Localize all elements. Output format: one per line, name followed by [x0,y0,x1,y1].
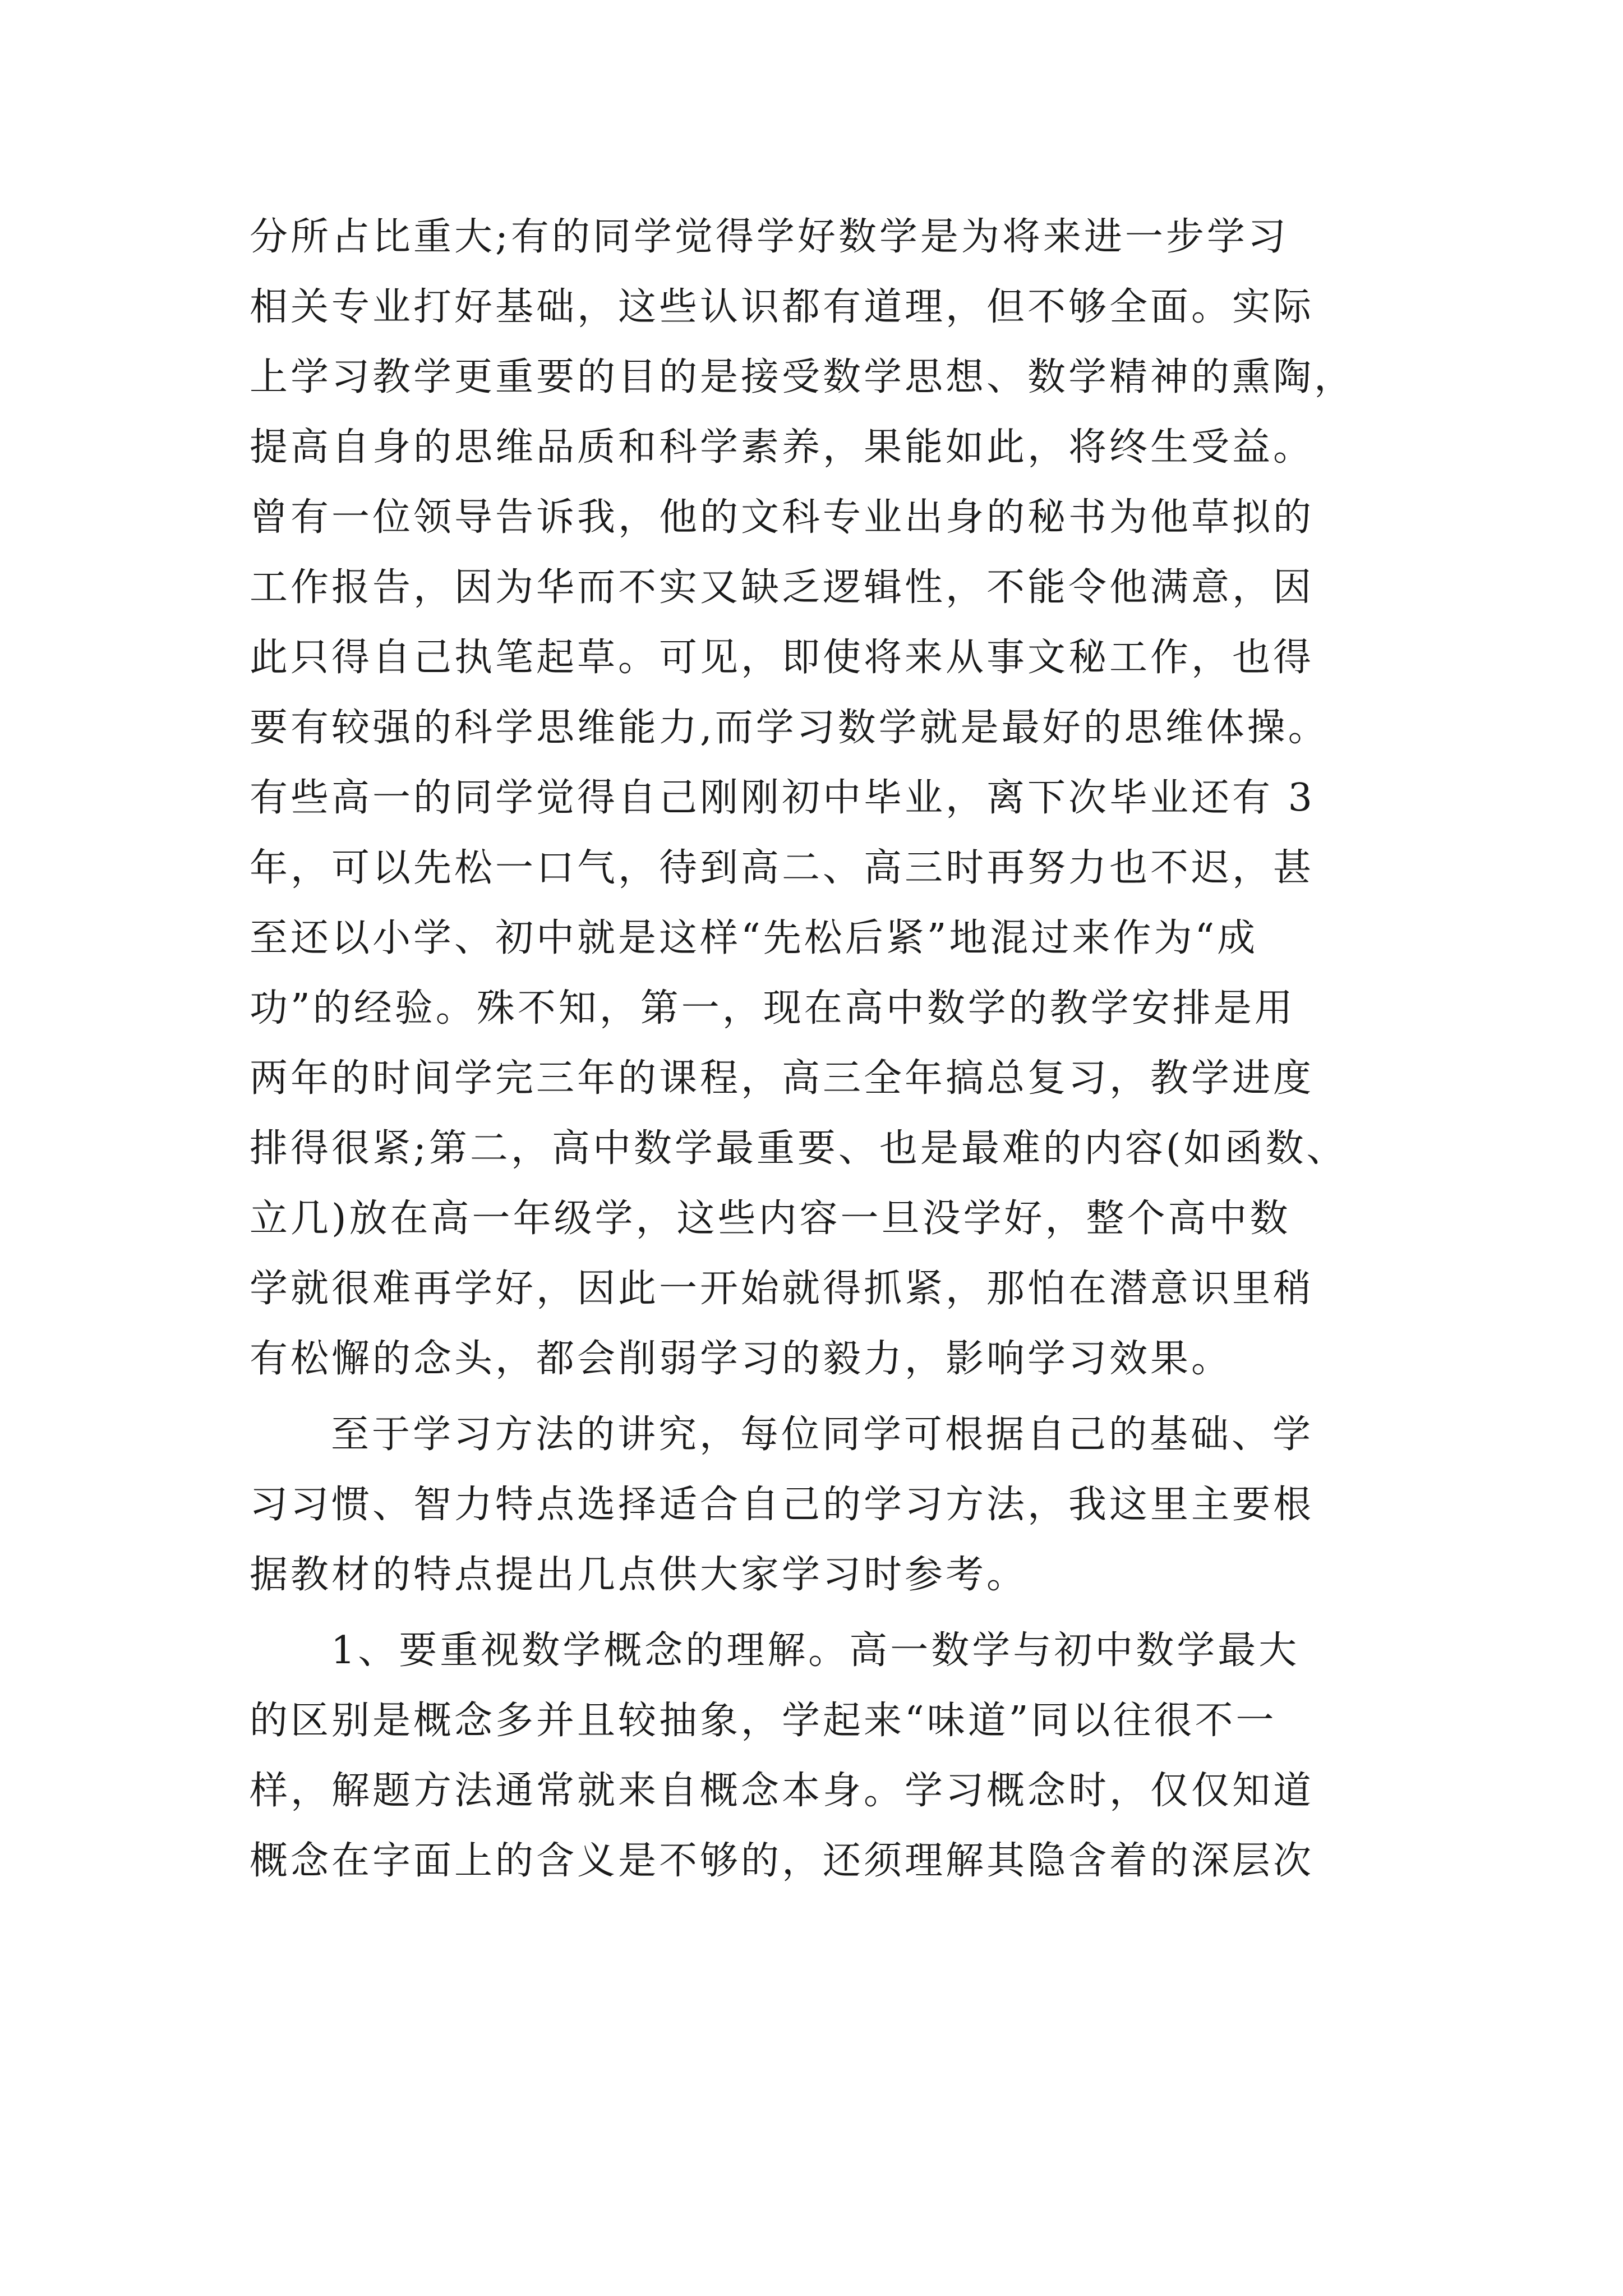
text-line: 有松懈的念头，都会削弱学习的毅力，影响学习效果。 [250,1337,1233,1381]
text-line: 此只得自己执笔起草。可见，即使将来从事文秘工作，也得 [250,636,1315,680]
text-line: 的区别是概念多并且较抽象，学起来“味道”同以往很不一 [250,1699,1277,1743]
text-line: 据教材的特点提出几点供大家学习时参考。 [250,1553,1028,1597]
paragraph-spacer [250,1610,1438,1616]
text-line: 两年的时间学完三年的课程，高三全年搞总复习，教学进度 [250,1056,1315,1101]
text-line: 学就很难再学好，因此一开始就得抓紧，那怕在潜意识里稍 [250,1267,1315,1311]
text-line: 排得很紧;第二，高中数学最重要、也是最难的内容(如函数、 [250,1126,1348,1171]
paragraph-2 [250,1400,1438,1610]
paragraph-3 [250,1616,1438,1896]
text-line: 曾有一位领导告诉我，他的文科专业出身的秘书为他草拟的 [250,495,1315,540]
text-line: 习习惯、智力特点选择适合自己的学习方法，我这里主要根 [250,1483,1315,1527]
text-line: 立几)放在高一年级学，这些内容一旦没学好，整个高中数 [250,1197,1291,1241]
text-line: 相关专业打好基础，这些认识都有道理，但不够全面。实际 [250,285,1315,329]
text-line: 1、要重视数学概念的理解。高一数学与初中数学最大 [331,1628,1300,1673]
text-line: 年，可以先松一口气，待到高二、高三时再努力也不迟，甚 [250,846,1315,890]
text-line: 至于学习方法的讲究，每位同学可根据自己的基础、学 [331,1412,1314,1457]
text-line: 上学习教学更重要的目的是接受数学思想、数学精神的熏陶， [250,355,1355,399]
text-line: 分所占比重大;有的同学觉得学好数学是为将来进一步学习 [250,215,1289,259]
paragraph-1 [250,202,1438,1394]
text-line: 至还以小学、初中就是这样“先松后紧”地混过来作为“成 [250,916,1258,960]
text-line: 概念在字面上的含义是不够的，还须理解其隐含着的深层次 [250,1839,1315,1883]
text-line: 功”的经验。殊不知，第一，现在高中数学的教学安排是用 [250,986,1295,1030]
text-line: 有些高一的同学觉得自己刚刚初中毕业，离下次毕业还有 3 [250,776,1315,820]
body-text [250,202,1438,1896]
text-line: 提高自身的思维品质和科学素养，果能如此，将终生受益。 [250,425,1315,470]
text-line: 样，解题方法通常就来自概念本身。学习概念时，仅仅知道 [250,1769,1315,1813]
text-line: 要有较强的科学思维能力,而学习数学就是最好的思维体操。 [250,706,1329,750]
text-line: 工作报告，因为华而不实又缺乏逻辑性，不能令他满意，因 [250,565,1315,610]
paragraph-spacer [250,1394,1438,1400]
